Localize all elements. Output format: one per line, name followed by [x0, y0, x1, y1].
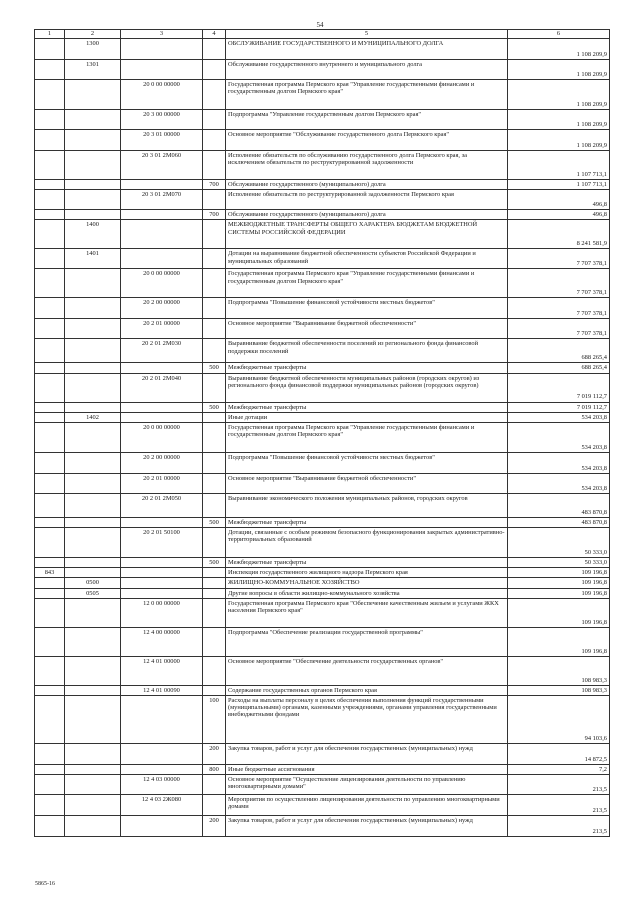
table-row — [35, 60, 610, 80]
table-row — [35, 363, 610, 373]
expense-type-cell — [203, 795, 226, 816]
expense-type-cell — [203, 249, 226, 269]
expense-type-cell — [203, 775, 226, 795]
amount-cell: 8 241 581,9 — [508, 220, 610, 249]
section-code-cell: 1400 — [65, 220, 121, 249]
admin-code-cell — [35, 180, 65, 190]
section-code-cell — [65, 795, 121, 816]
table-row — [35, 110, 610, 130]
table-row — [35, 816, 610, 837]
target-article-cell — [121, 816, 203, 837]
expense-type-cell — [203, 473, 226, 493]
item-name-cell: Иные бюджетные ассигнования — [226, 764, 508, 774]
header-col-1: 1 — [35, 30, 65, 39]
table-row — [35, 775, 610, 795]
table-row — [35, 685, 610, 695]
target-article-cell — [121, 412, 203, 422]
item-name-cell: Государственная программа Пермского края "Управление государственными финансами и государственным долгом Пермского края" — [226, 80, 508, 110]
item-name-cell: Выравнивание бюджетной обеспеченности поселений из регионального фонда финансовой поддержки поселений — [226, 339, 508, 363]
target-article-cell: 20 3 01 00000 — [121, 130, 203, 151]
section-code-cell — [65, 528, 121, 558]
table-row — [35, 373, 610, 402]
expense-type-cell — [203, 656, 226, 685]
expense-type-cell — [203, 319, 226, 339]
admin-code-cell — [35, 816, 65, 837]
table-row — [35, 795, 610, 816]
section-code-cell — [65, 685, 121, 695]
section-code-cell — [65, 298, 121, 319]
target-article-cell — [121, 60, 203, 80]
item-name-cell: Основное мероприятие "Выравнивание бюджетной обеспеченности" — [226, 473, 508, 493]
section-code-cell: 0500 — [65, 578, 121, 588]
amount-cell: 109 196,8 — [508, 568, 610, 578]
admin-code-cell: 843 — [35, 568, 65, 578]
item-name-cell: Инспекция государственного жилищного надзора Пермского края — [226, 568, 508, 578]
section-code-cell — [65, 568, 121, 578]
item-name-cell: Государственная программа Пермского края "Обеспечение качественным жильем и услугами ЖКХ населения Пермского края" — [226, 598, 508, 627]
expense-type-cell: 200 — [203, 816, 226, 837]
table-row — [35, 151, 610, 180]
expense-type-cell — [203, 685, 226, 695]
item-name-cell: Межбюджетные трансферты — [226, 363, 508, 373]
table-row — [35, 319, 610, 339]
admin-code-cell — [35, 558, 65, 568]
target-article-cell: 20 0 00 00000 — [121, 422, 203, 452]
expense-type-cell — [203, 598, 226, 627]
item-name-cell: Исполнение обязательств по обслуживанию государственного долга Пермского края, за исключением обязательств по реструктурированной задолженности — [226, 151, 508, 180]
table-row — [35, 190, 610, 210]
admin-code-cell — [35, 695, 65, 743]
target-article-cell: 12 4 03 2Ж080 — [121, 795, 203, 816]
item-name-cell: Закупка товаров, работ и услуг для обеспечения государственных (муниципальных) нужд — [226, 743, 508, 764]
admin-code-cell — [35, 685, 65, 695]
amount-cell: 7,2 — [508, 764, 610, 774]
amount-cell: 7 707 378,1 — [508, 298, 610, 319]
expense-type-cell — [203, 130, 226, 151]
expense-type-cell — [203, 110, 226, 130]
footer-code: 5865-16 — [35, 881, 55, 887]
expense-type-cell — [203, 339, 226, 363]
header-col-4: 4 — [203, 30, 226, 39]
admin-code-cell — [35, 210, 65, 220]
section-code-cell — [65, 743, 121, 764]
admin-code-cell — [35, 80, 65, 110]
target-article-cell: 20 3 00 00000 — [121, 110, 203, 130]
item-name-cell: Основное мероприятие "Обеспечение деятельности государственных органов" — [226, 656, 508, 685]
table-row — [35, 298, 610, 319]
page-number: 54 — [316, 21, 324, 29]
section-code-cell — [65, 656, 121, 685]
amount-cell: 688 265,4 — [508, 339, 610, 363]
section-code-cell: 1300 — [65, 39, 121, 60]
target-article-cell: 20 2 00 00000 — [121, 298, 203, 319]
item-name-cell: Выравнивание экономического положения муниципальных районов, городских округов — [226, 493, 508, 517]
item-name-cell: Основное мероприятие "Обслуживание государственного долга Пермского края" — [226, 130, 508, 151]
admin-code-cell — [35, 493, 65, 517]
item-name-cell: Государственная программа Пермского края "Управление государственными финансами и государственным долгом Пермского края" — [226, 422, 508, 452]
amount-cell: 688 265,4 — [508, 363, 610, 373]
section-code-cell — [65, 363, 121, 373]
budget-table — [34, 29, 610, 837]
target-article-cell: 20 2 01 00000 — [121, 473, 203, 493]
item-name-cell: Дотации на выравнивание бюджетной обеспеченности субъектов Российской Федерации и муниципальных образований — [226, 249, 508, 269]
admin-code-cell — [35, 220, 65, 249]
amount-cell: 7 707 378,1 — [508, 319, 610, 339]
table-row — [35, 80, 610, 110]
target-article-cell — [121, 695, 203, 743]
section-code-cell — [65, 130, 121, 151]
item-name-cell: МЕЖБЮДЖЕТНЫЕ ТРАНСФЕРТЫ ОБЩЕГО ХАРАКТЕРА БЮДЖЕТАМ БЮДЖЕТНОЙ СИСТЕМЫ РОССИЙСКОЙ ФЕДЕРАЦИИ — [226, 220, 508, 249]
expense-type-cell — [203, 578, 226, 588]
section-code-cell — [65, 151, 121, 180]
table-row — [35, 598, 610, 627]
section-code-cell — [65, 110, 121, 130]
admin-code-cell — [35, 60, 65, 80]
table-row — [35, 402, 610, 412]
item-name-cell: Дотации, связанные с особым режимом безопасного функционирования закрытых административно-территориальных образований — [226, 528, 508, 558]
item-name-cell: Выравнивание бюджетной обеспеченности муниципальных районов (городских округов) из регионального фонда финансовой поддержки муниципальных районов (городских округов) — [226, 373, 508, 402]
amount-cell: 534 203,8 — [508, 473, 610, 493]
section-code-cell — [65, 493, 121, 517]
amount-cell: 50 333,0 — [508, 528, 610, 558]
table-header — [35, 30, 610, 39]
table-row — [35, 588, 610, 598]
target-article-cell — [121, 764, 203, 774]
target-article-cell: 12 0 00 00000 — [121, 598, 203, 627]
item-name-cell: ОБСЛУЖИВАНИЕ ГОСУДАРСТВЕННОГО И МУНИЦИПАЛЬНОГО ДОЛГА — [226, 39, 508, 60]
section-code-cell: 1401 — [65, 249, 121, 269]
header-col-3: 3 — [121, 30, 203, 39]
item-name-cell: Межбюджетные трансферты — [226, 558, 508, 568]
target-article-cell: 20 2 01 00000 — [121, 319, 203, 339]
admin-code-cell — [35, 656, 65, 685]
section-code-cell — [65, 422, 121, 452]
amount-cell: 213,5 — [508, 775, 610, 795]
admin-code-cell — [35, 528, 65, 558]
amount-cell: 14 872,5 — [508, 743, 610, 764]
amount-cell: 109 196,8 — [508, 598, 610, 627]
expense-type-cell — [203, 151, 226, 180]
section-code-cell — [65, 319, 121, 339]
section-code-cell — [65, 180, 121, 190]
section-code-cell: 1301 — [65, 60, 121, 80]
section-code-cell — [65, 695, 121, 743]
item-name-cell: Основное мероприятие "Осуществление лицензирования деятельности по управлению многоквартирными домами" — [226, 775, 508, 795]
target-article-cell — [121, 743, 203, 764]
section-code-cell: 1402 — [65, 412, 121, 422]
amount-cell: 109 196,8 — [508, 578, 610, 588]
target-article-cell: 20 0 00 00000 — [121, 269, 203, 298]
admin-code-cell — [35, 339, 65, 363]
section-code-cell — [65, 775, 121, 795]
amount-cell: 108 983,3 — [508, 685, 610, 695]
target-article-cell — [121, 249, 203, 269]
expense-type-cell: 700 — [203, 180, 226, 190]
item-name-cell: Подпрограмма "Обеспечение реализации государственной программы" — [226, 627, 508, 656]
admin-code-cell — [35, 269, 65, 298]
expense-type-cell — [203, 588, 226, 598]
section-code-cell — [65, 402, 121, 412]
amount-cell: 1 107 713,1 — [508, 151, 610, 180]
amount-cell: 50 333,0 — [508, 558, 610, 568]
amount-cell: 483 870,8 — [508, 493, 610, 517]
admin-code-cell — [35, 151, 65, 180]
amount-cell: 1 108 209,9 — [508, 110, 610, 130]
expense-type-cell: 500 — [203, 558, 226, 568]
target-article-cell: 20 2 01 2М050 — [121, 493, 203, 517]
expense-type-cell: 500 — [203, 363, 226, 373]
admin-code-cell — [35, 373, 65, 402]
admin-code-cell — [35, 249, 65, 269]
target-article-cell: 20 2 01 2М030 — [121, 339, 203, 363]
amount-cell: 7 707 378,1 — [508, 269, 610, 298]
section-code-cell — [65, 517, 121, 527]
table-body — [35, 39, 610, 837]
expense-type-cell — [203, 493, 226, 517]
item-name-cell: Подпрограмма "Управление государственным долгом Пермского края" — [226, 110, 508, 130]
amount-cell: 534 203,8 — [508, 422, 610, 452]
target-article-cell: 12 4 01 00000 — [121, 656, 203, 685]
expense-type-cell: 100 — [203, 695, 226, 743]
expense-type-cell — [203, 80, 226, 110]
amount-cell: 1 108 209,9 — [508, 60, 610, 80]
item-name-cell: Содержание государственных органов Пермского края — [226, 685, 508, 695]
target-article-cell — [121, 568, 203, 578]
item-name-cell: Межбюджетные трансферты — [226, 402, 508, 412]
amount-cell: 94 103,6 — [508, 695, 610, 743]
expense-type-cell — [203, 373, 226, 402]
amount-cell: 213,5 — [508, 795, 610, 816]
table-row — [35, 764, 610, 774]
item-name-cell: Иные дотации — [226, 412, 508, 422]
target-article-cell: 20 3 01 2М060 — [121, 151, 203, 180]
table-row — [35, 568, 610, 578]
admin-code-cell — [35, 298, 65, 319]
section-code-cell — [65, 598, 121, 627]
section-code-cell — [65, 190, 121, 210]
admin-code-cell — [35, 598, 65, 627]
section-code-cell — [65, 80, 121, 110]
expense-type-cell: 700 — [203, 210, 226, 220]
section-code-cell — [65, 558, 121, 568]
admin-code-cell — [35, 578, 65, 588]
target-article-cell: 20 3 01 2М070 — [121, 190, 203, 210]
section-code-cell — [65, 339, 121, 363]
table-row — [35, 130, 610, 151]
table-row — [35, 473, 610, 493]
table-row — [35, 412, 610, 422]
table-row — [35, 558, 610, 568]
admin-code-cell — [35, 452, 65, 473]
admin-code-cell — [35, 795, 65, 816]
expense-type-cell — [203, 452, 226, 473]
item-name-cell: Государственная программа Пермского края "Управление государственными финансами и государственным долгом Пермского края" — [226, 269, 508, 298]
section-code-cell — [65, 373, 121, 402]
admin-code-cell — [35, 110, 65, 130]
target-article-cell: 12 4 03 00000 — [121, 775, 203, 795]
amount-cell: 1 108 209,9 — [508, 80, 610, 110]
section-code-cell — [65, 210, 121, 220]
item-name-cell: Подпрограмма "Повышение финансовой устойчивости местных бюджетов" — [226, 298, 508, 319]
expense-type-cell: 500 — [203, 517, 226, 527]
section-code-cell — [65, 473, 121, 493]
expense-type-cell — [203, 627, 226, 656]
admin-code-cell — [35, 743, 65, 764]
admin-code-cell — [35, 402, 65, 412]
expense-type-cell: 800 — [203, 764, 226, 774]
target-article-cell — [121, 180, 203, 190]
amount-cell: 534 203,8 — [508, 412, 610, 422]
target-article-cell — [121, 39, 203, 60]
section-code-cell — [65, 452, 121, 473]
table-row — [35, 452, 610, 473]
target-article-cell — [121, 517, 203, 527]
amount-cell: 483 870,8 — [508, 517, 610, 527]
table-row — [35, 39, 610, 60]
amount-cell: 7 019 112,7 — [508, 402, 610, 412]
section-code-cell — [65, 269, 121, 298]
section-code-cell — [65, 816, 121, 837]
table-row — [35, 210, 610, 220]
expense-type-cell — [203, 528, 226, 558]
table-row — [35, 493, 610, 517]
table-row — [35, 249, 610, 269]
amount-cell: 108 983,3 — [508, 656, 610, 685]
item-name-cell: Обслуживание государственного (муниципального) долга — [226, 180, 508, 190]
item-name-cell: Обслуживание государственного внутреннего и муниципального долга — [226, 60, 508, 80]
table-row — [35, 269, 610, 298]
amount-cell: 7 019 112,7 — [508, 373, 610, 402]
amount-cell: 213,5 — [508, 816, 610, 837]
admin-code-cell — [35, 190, 65, 210]
header-col-5: 5 — [226, 30, 508, 39]
target-article-cell — [121, 220, 203, 249]
amount-cell: 496,8 — [508, 190, 610, 210]
target-article-cell: 12 4 01 00090 — [121, 685, 203, 695]
expense-type-cell: 200 — [203, 743, 226, 764]
section-code-cell — [65, 764, 121, 774]
amount-cell: 109 196,8 — [508, 588, 610, 598]
table-row — [35, 743, 610, 764]
item-name-cell: Исполнение обязательств по реструктурированной задолженности Пермского края — [226, 190, 508, 210]
header-col-6: 6 — [508, 30, 610, 39]
amount-cell: 1 107 713,1 — [508, 180, 610, 190]
target-article-cell: 12 4 00 00000 — [121, 627, 203, 656]
table-row — [35, 517, 610, 527]
expense-type-cell — [203, 220, 226, 249]
amount-cell: 7 707 378,1 — [508, 249, 610, 269]
table-row — [35, 220, 610, 249]
target-article-cell: 20 2 01 2М040 — [121, 373, 203, 402]
item-name-cell: Расходы на выплаты персоналу в целях обеспечения выполнения функций государственными (муниципальными) органами, казенными учреждениями, органами управления государственными внебюджетными фондами — [226, 695, 508, 743]
item-name-cell: Основное мероприятие "Выравнивание бюджетной обеспеченности" — [226, 319, 508, 339]
admin-code-cell — [35, 588, 65, 598]
amount-cell: 1 108 209,9 — [508, 39, 610, 60]
section-code-cell: 0505 — [65, 588, 121, 598]
amount-cell: 1 108 209,9 — [508, 130, 610, 151]
admin-code-cell — [35, 130, 65, 151]
admin-code-cell — [35, 412, 65, 422]
expense-type-cell — [203, 412, 226, 422]
item-name-cell: Обслуживание государственного (муниципального) долга — [226, 210, 508, 220]
target-article-cell — [121, 588, 203, 598]
table-row — [35, 422, 610, 452]
target-article-cell — [121, 578, 203, 588]
target-article-cell: 20 2 01 50100 — [121, 528, 203, 558]
table-row — [35, 695, 610, 743]
target-article-cell — [121, 558, 203, 568]
item-name-cell: ЖИЛИЩНО-КОММУНАЛЬНОЕ ХОЗЯЙСТВО — [226, 578, 508, 588]
table-row — [35, 578, 610, 588]
admin-code-cell — [35, 422, 65, 452]
table-row — [35, 656, 610, 685]
item-name-cell: Мероприятия по осуществлению лицензирования деятельности по управлению многоквартирными домами — [226, 795, 508, 816]
expense-type-cell — [203, 60, 226, 80]
admin-code-cell — [35, 363, 65, 373]
amount-cell: 534 203,8 — [508, 452, 610, 473]
amount-cell: 109 196,8 — [508, 627, 610, 656]
target-article-cell: 20 2 00 00000 — [121, 452, 203, 473]
expense-type-cell — [203, 568, 226, 578]
item-name-cell: Подпрограмма "Повышение финансовой устойчивости местных бюджетов" — [226, 452, 508, 473]
target-article-cell — [121, 210, 203, 220]
table-row — [35, 528, 610, 558]
admin-code-cell — [35, 473, 65, 493]
item-name-cell: Другие вопросы в области жилищно-коммунального хозяйства — [226, 588, 508, 598]
expense-type-cell — [203, 298, 226, 319]
table-row — [35, 339, 610, 363]
target-article-cell: 20 0 00 00000 — [121, 80, 203, 110]
admin-code-cell — [35, 39, 65, 60]
item-name-cell: Закупка товаров, работ и услуг для обеспечения государственных (муниципальных) нужд — [226, 816, 508, 837]
admin-code-cell — [35, 517, 65, 527]
target-article-cell — [121, 363, 203, 373]
expense-type-cell — [203, 269, 226, 298]
expense-type-cell — [203, 190, 226, 210]
table-row — [35, 180, 610, 190]
expense-type-cell — [203, 422, 226, 452]
admin-code-cell — [35, 319, 65, 339]
amount-cell: 496,8 — [508, 210, 610, 220]
expense-type-cell — [203, 39, 226, 60]
section-code-cell — [65, 627, 121, 656]
admin-code-cell — [35, 775, 65, 795]
admin-code-cell — [35, 627, 65, 656]
admin-code-cell — [35, 764, 65, 774]
item-name-cell: Межбюджетные трансферты — [226, 517, 508, 527]
table-row — [35, 627, 610, 656]
target-article-cell — [121, 402, 203, 412]
expense-type-cell: 500 — [203, 402, 226, 412]
header-col-2: 2 — [65, 30, 121, 39]
